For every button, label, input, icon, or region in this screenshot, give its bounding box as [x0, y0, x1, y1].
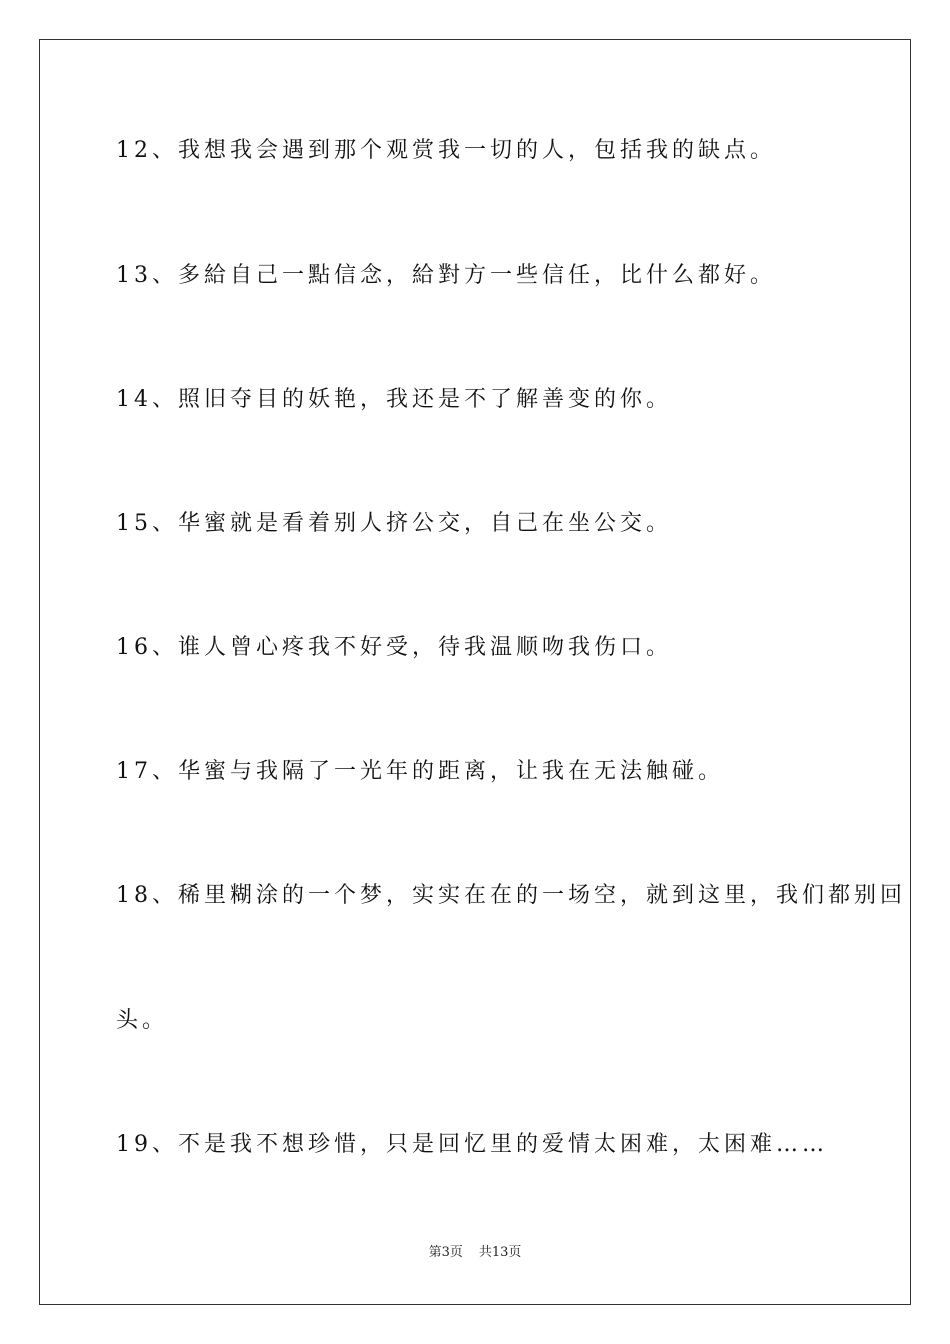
entry-15: 15、华蜜就是看着别人挤公交，自己在坐公交。	[116, 511, 672, 536]
page-number: 第3页	[428, 1245, 463, 1260]
entry-14: 14、照旧夺目的妖艳，我还是不了解善变的你。	[116, 387, 672, 412]
entry-12: 12、我想我会遇到那个观赏我一切的人，包括我的缺点。	[116, 138, 776, 163]
page-frame	[39, 39, 911, 1305]
entry-16: 16、谁人曾心疼我不好受，待我温顺吻我伤口。	[116, 635, 672, 660]
entry-19: 19、不是我不想珍惜，只是回忆里的爱情太困难，太困难……	[116, 1132, 828, 1157]
entry-18: 18、稀里糊涂的一个梦，实实在在的一场空，就到这里，我们都别回	[116, 883, 906, 908]
entry-13: 13、多給自己一點信念，給對方一些信任，比什么都好。	[116, 263, 776, 288]
page-total: 共13页	[478, 1245, 522, 1260]
entry-18-continuation: 头。	[116, 1008, 169, 1033]
page-footer	[0, 1245, 950, 1261]
entry-17: 17、华蜜与我隔了一光年的距离，让我在无法触碰。	[116, 759, 724, 784]
